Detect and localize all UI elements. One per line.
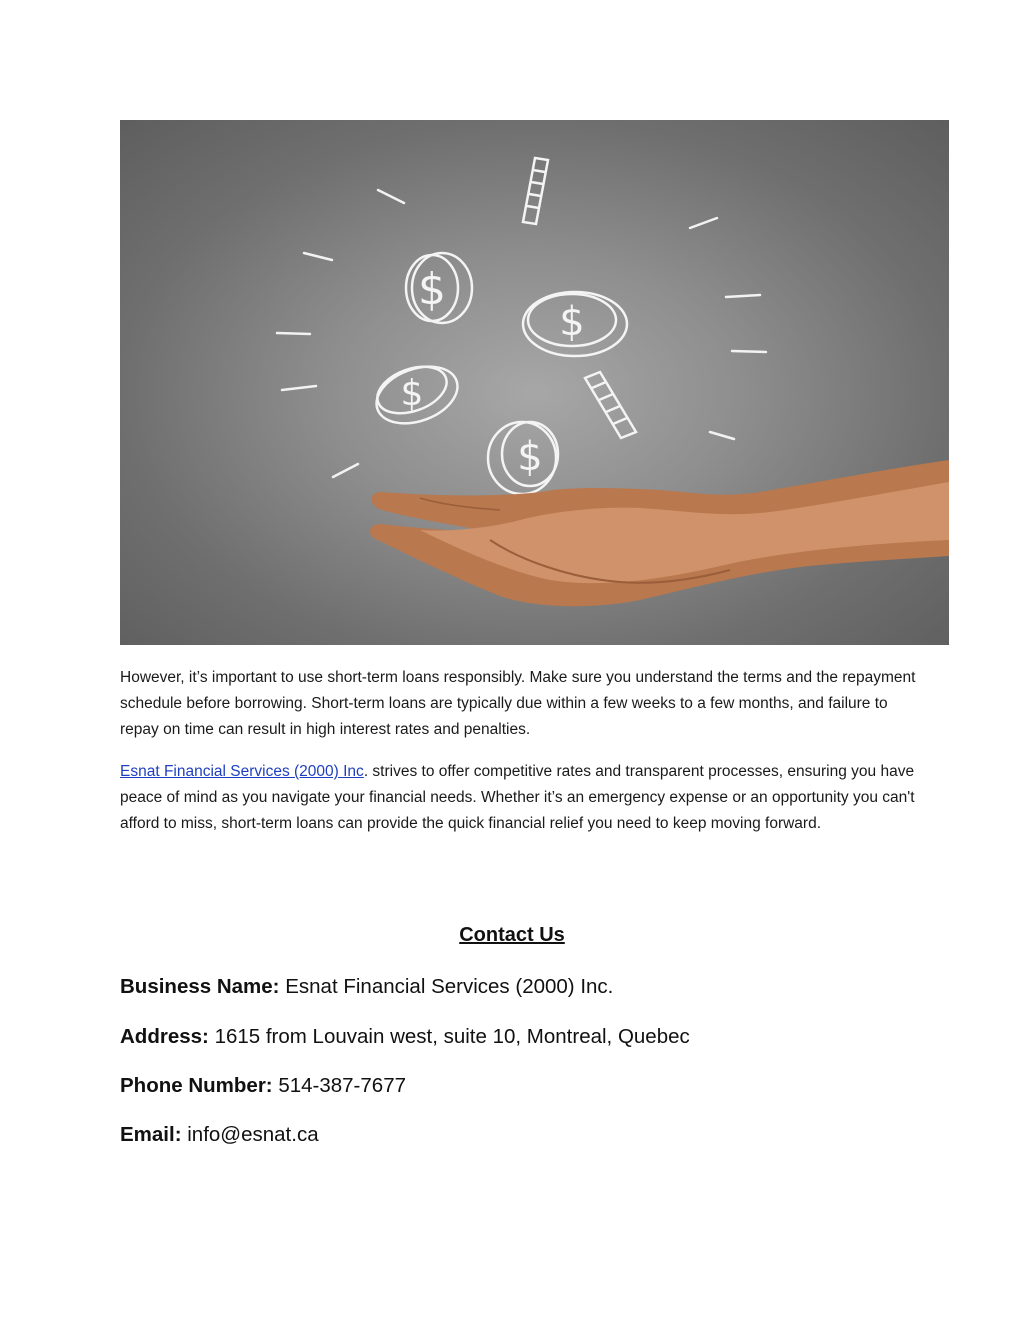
address-value: 1615 from Louvain west, suite 10, Montreal, Quebec — [214, 1025, 690, 1048]
address-row — [120, 1023, 940, 1051]
svg-text:$: $ — [400, 373, 424, 414]
sparkle-dash — [732, 351, 766, 352]
sparkle-dash — [282, 386, 316, 390]
coin-edge-top — [523, 158, 548, 224]
svg-text:$: $ — [418, 264, 446, 315]
dollar-coin-4 — [488, 422, 558, 494]
hero-image — [120, 120, 949, 645]
sparkle-dash — [378, 190, 404, 203]
paragraph-responsibility: However, it’s important to use short-term loans responsibly. Make sure you understand the terms and the repayment schedule before borrowing. Short-term loans are typically due within a few weeks to a few months, and failure to repay on time can result in high interest rates and penalties. — [120, 669, 916, 738]
dollar-coin-3 — [369, 356, 466, 434]
paragraph-company-text: . strives to offer competitive rates and transparent processes, ensuring you have peace of mind as you navigate your financial needs. Whether it’s an emergency expense or an opportunity you can't afford to miss, short-term loans can provide the quick financial relief you need to keep moving forward. — [120, 763, 915, 832]
phone-value: 514-387-7677 — [278, 1074, 406, 1097]
email-row — [120, 1121, 940, 1149]
dollar-coin-1 — [406, 253, 472, 323]
svg-text:$: $ — [559, 299, 585, 345]
business-name-value: Esnat Financial Services (2000) Inc. — [285, 975, 614, 998]
sparkle-dash — [710, 432, 734, 439]
dollar-coin-2 — [523, 292, 627, 356]
email-value: info@esnat.ca — [187, 1123, 319, 1146]
sparkle-dash — [333, 464, 358, 477]
business-name-label: Business Name: — [120, 975, 280, 998]
email-label: Email: — [120, 1123, 182, 1146]
sparkle-dash — [690, 218, 717, 228]
company-link[interactable]: Esnat Financial Services (2000) Inc — [120, 763, 364, 780]
phone-label: Phone Number: — [120, 1074, 273, 1097]
contact-heading: Contact Us — [459, 924, 565, 946]
coins-hands-illustration — [120, 120, 949, 645]
svg-text:$: $ — [517, 434, 543, 480]
paragraph-company — [120, 759, 920, 837]
address-label: Address: — [120, 1025, 209, 1048]
sparkle-dash — [304, 253, 332, 260]
sparkle-dash — [726, 295, 760, 297]
coin-edge-right — [585, 372, 636, 438]
business-name-row — [120, 973, 940, 1001]
phone-row — [120, 1072, 940, 1100]
sparkle-dash — [277, 333, 310, 334]
cupped-hands — [370, 460, 949, 606]
